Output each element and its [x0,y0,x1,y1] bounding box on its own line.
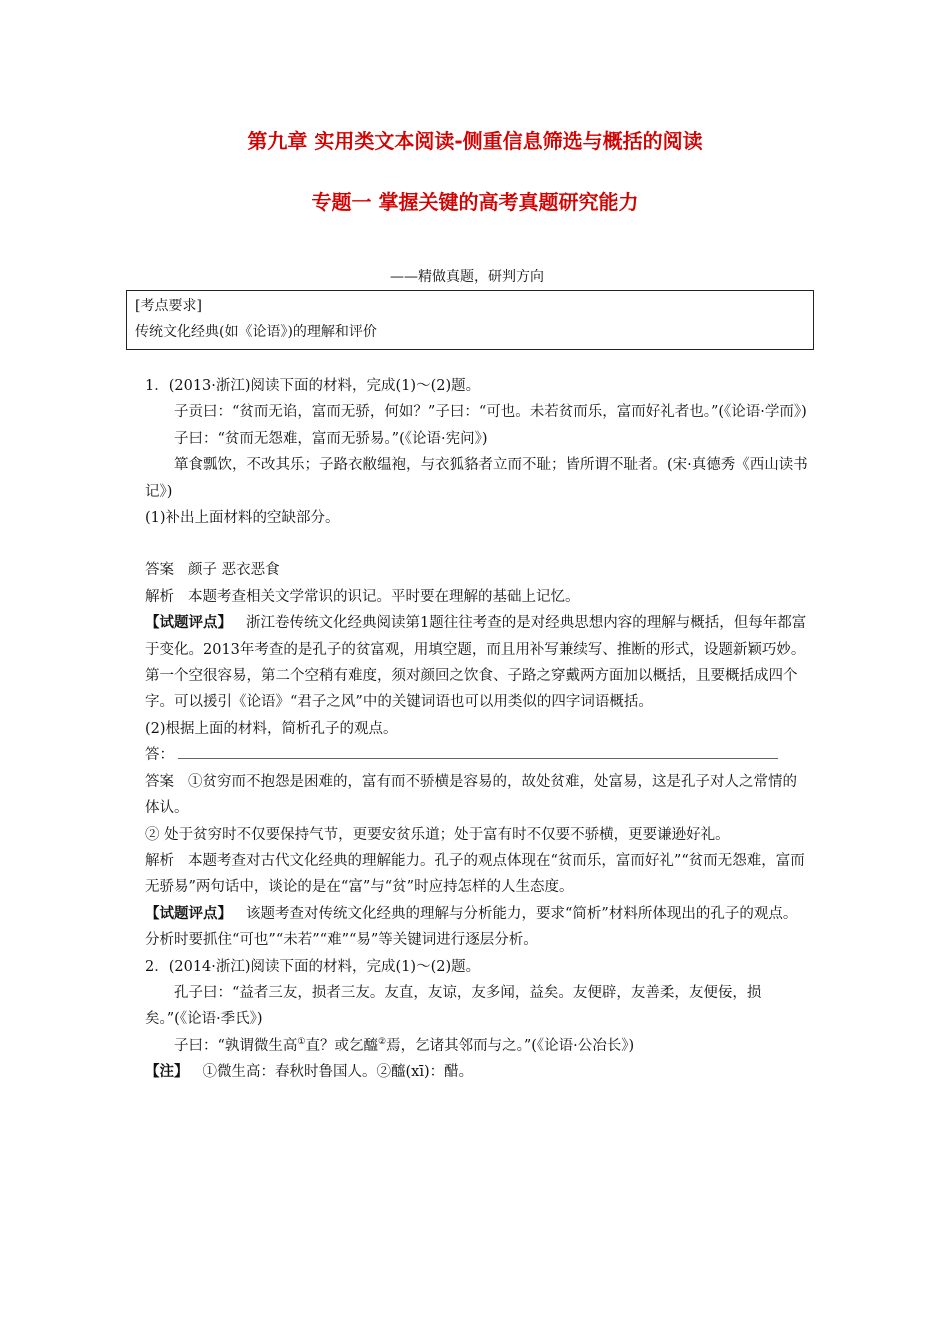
material-3: 箪食瓢饮，不改其乐；子路衣敝缊袍，与衣狐貉者立而不耻；皆所谓不耻者。(宋·真德秀《西山读书记》) [145,457,808,500]
question-2-head: 2．(2014·浙江)阅读下面的材料，完成(1)～(2)题。 [145,958,481,975]
material-2: 子曰：“贫而无怨难，富而无骄易。”(《论语·宪问》) [174,430,488,447]
explanation-text: 本题考查对古代文化经典的理解能力。孔子的观点体现在“贫而乐，富而好礼”“贫而无怨难，富而无骄易”两句话中，谈论的是在“富”与“贫”时应持怎样的人生态度。 [145,852,805,896]
sub-question-2: (2)根据上面的材料，简析孔子的观点。 [145,720,398,737]
footnote-ref-1: ① [297,1036,306,1047]
answer-text: 颜子 恶衣恶食 [188,562,280,579]
answer-blank-line[interactable] [178,746,778,759]
requirements-box [126,290,814,350]
sub-question-1: (1)补出上面材料的空缺部分。 [145,510,340,527]
footnote-ref-2: ② [378,1036,387,1047]
review-label: 【试题评点】 [145,904,232,922]
note-label: 【注】 [145,1063,189,1081]
explanation-1 [145,584,810,610]
review-1 [145,610,810,716]
note-text: ①微生高：春秋时鲁国人。②醯(xī)：醋。 [202,1064,474,1081]
answer-1 [145,557,810,583]
review-label: 【试题评点】 [145,614,232,632]
answer-prompt-label: 答： [145,747,174,764]
review-text: 浙江卷传统文化经典阅读第1题往往考查的是对经典思想内容的理解与概括，但每年都富于变化。2013年考查的是孔子的贫富观，用填空题，而且用补写兼续写、推断的形式，设题新颖巧妙。第一个空很容易，第二个空稍有难度，须对颜回之饮食、子路之穿戴两方面加以概括，且要概括成四个字。可以援引《论语》“君子之风”中的关键词语也可以用类似的四字词语概括。 [145,615,807,711]
chapter-title: 第九章 实用类文本阅读-侧重信息筛选与概括的阅读 [247,129,703,153]
answer-2-part-2: ② 处于贫穷时不仅要保持气节，更要安贫乐道；处于富有时不仅要不骄横，更要谦逊好礼。 [145,826,730,843]
review-text: 该题考查对传统文化经典的理解与分析能力，要求“简析”材料所体现出的孔子的观点。分析时要抓住“可也”“未若”“难”“易”等关键词进行逐层分析。 [145,905,798,949]
material-1: 子贡曰：“贫而无谄，富而无骄，何如？”子曰：“可也。未若贫而乐，富而好礼者也。”(《论语·学而》) [174,404,807,421]
answer-label: 答案 [145,562,174,579]
explanation-label: 解析 [145,852,174,869]
main-content [145,373,810,1086]
answer-prompt [145,742,810,768]
explanation-label: 解析 [145,588,174,605]
motto: ——精做真题，研判方向 [390,269,544,285]
answer-text: ①贫穷而不抱怨是困难的，富有而不骄横是容易的，故处贫难，处富易，这是孔子对人之常情的体认。 [145,773,797,817]
explanation-text: 本题考查相关文学常识的识记。平时要在理解的基础上记忆。 [188,588,580,605]
material-text: 焉，乞诸其邻而与之。”(《论语·公冶长》) [386,1037,635,1054]
question-1-head: 1．(2013·浙江)阅读下面的材料，完成(1)～(2)题。 [145,378,481,394]
answer-label: 答案 [145,773,174,790]
requirements-text: 传统文化经典(如《论语》)的理解和评价 [135,324,377,340]
material-q2-2 [145,1033,810,1059]
material-text: 子曰：“孰谓微生高 [174,1037,298,1054]
answer-2 [145,769,810,822]
explanation-2 [145,848,810,901]
requirements-label: [考点要求] [135,298,202,314]
material-text: 直？或乞醯 [305,1037,378,1054]
material-q2-1: 孔子曰：“益者三友，损者三友。友直，友谅，友多闻，益矣。友便辟，友善柔，友便佞，损矣。”(《论语·季氏》) [145,984,762,1028]
note [145,1059,810,1085]
review-2 [145,901,810,954]
topic-subtitle: 专题一 掌握关键的高考真题研究能力 [311,190,639,214]
